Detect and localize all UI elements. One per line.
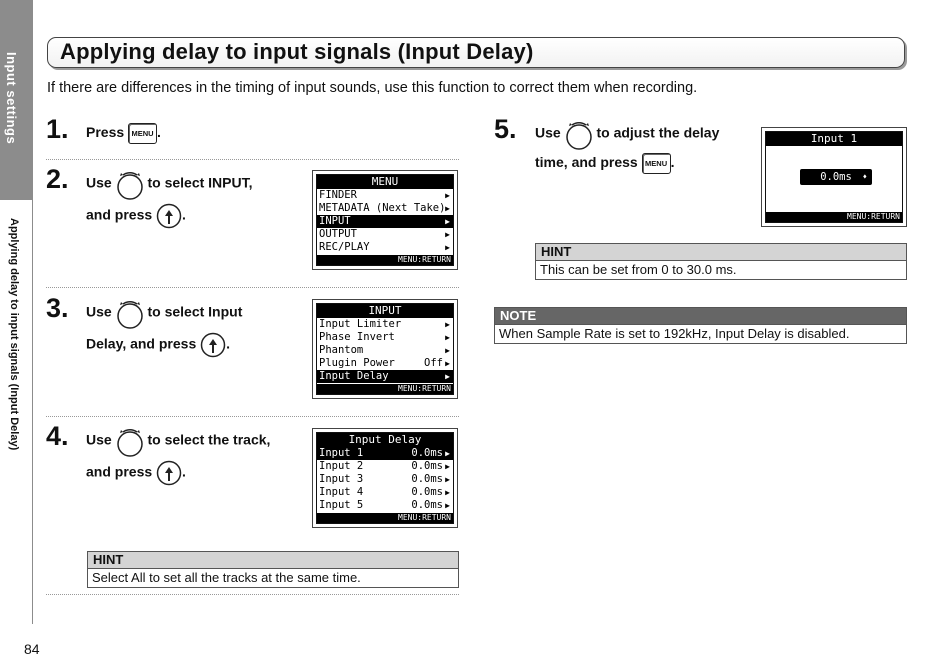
step-1-number: 1.	[46, 114, 69, 144]
delay-row	[317, 460, 453, 473]
step-5-line1	[535, 120, 719, 148]
delay-row-label: Input 5	[319, 499, 364, 511]
step-3-line1	[86, 299, 242, 327]
step-1-text	[86, 123, 161, 144]
step-3-text-c: Delay, and press	[86, 335, 197, 352]
dial-icon	[116, 427, 144, 455]
arrow-right-icon: ▶	[445, 320, 450, 329]
step-4-text-c: and press	[86, 463, 153, 480]
arrow-right-icon: ▶	[445, 333, 450, 342]
side-page-title: Applying delay to input signals (Input Delay)	[8, 218, 20, 451]
input-row-label: Input Limiter	[319, 318, 402, 330]
divider	[46, 416, 459, 417]
input-row	[317, 357, 453, 370]
menu-row-label: METADATA (Next Take)	[319, 202, 446, 214]
page-title: Applying delay to input signals (Input Delay)	[60, 39, 534, 64]
dial-icon	[565, 120, 593, 148]
note-text: When Sample Rate is set to 192kHz, Input Delay is disabled.	[494, 325, 907, 344]
arrow-right-icon: ▶	[445, 462, 450, 471]
step-2-text-d: .	[182, 206, 186, 223]
step-3-text-a: Use	[86, 303, 112, 320]
input-row	[317, 344, 453, 357]
step-3-text-d: .	[226, 335, 231, 352]
menu-row-output	[317, 228, 453, 241]
menu-row-label: OUTPUT	[319, 228, 357, 240]
screen-delay-footer: MENU:RETURN	[317, 513, 453, 523]
step-3-text-b: to select Input	[147, 303, 243, 320]
side-divider	[32, 0, 33, 624]
menu-row-recplay	[317, 241, 453, 254]
screen-input-1	[761, 127, 907, 227]
screen-delay-header: Input Delay	[317, 433, 453, 447]
step-5-text-c: time, and press	[535, 154, 638, 171]
menu-row-label: REC/PLAY	[319, 241, 370, 253]
delay-row-value: 0.0ms	[411, 499, 443, 511]
delay-row	[317, 486, 453, 499]
arrow-right-icon: ▶	[445, 204, 450, 213]
delay-row-selected	[317, 447, 453, 460]
step-1-text-b: .	[157, 124, 161, 141]
intro-text: If there are differences in the timing of input sounds, use this function to correct them when recording.	[47, 80, 698, 96]
step-2-text-b: to select INPUT,	[147, 174, 253, 191]
delay-row-value: 0.0ms	[411, 473, 443, 485]
menu-row-metadata	[317, 202, 453, 215]
input-row	[317, 318, 453, 331]
step-5-number: 5.	[494, 114, 517, 144]
step-4-text-a: Use	[86, 431, 112, 448]
dial-icon	[116, 299, 144, 327]
delay-row-label: Input 1	[319, 447, 364, 459]
note-title: NOTE	[494, 307, 907, 325]
divider	[46, 594, 459, 595]
arrow-right-icon: ▶	[445, 217, 450, 226]
input-row-label: Plugin Power	[319, 357, 395, 369]
step-2-text-a: Use	[86, 174, 112, 191]
press-dial-icon	[156, 203, 182, 229]
hint-title: HINT	[87, 551, 459, 569]
arrow-right-icon: ▶	[445, 191, 450, 200]
step-1-text-a: Press	[86, 124, 125, 141]
page-number: 84	[24, 641, 40, 657]
step-4-text-b: to select the track,	[147, 431, 271, 448]
screen-menu-footer: MENU:RETURN	[317, 255, 453, 265]
input-row-label: Input Delay	[319, 370, 389, 382]
arrow-right-icon: ▶	[445, 230, 450, 239]
step-5-text-b: to adjust the delay	[596, 124, 720, 141]
step-2-line1	[86, 170, 253, 198]
step-4-text-d: .	[182, 463, 186, 480]
dial-icon	[116, 170, 144, 198]
delay-row-value: 0.0ms	[411, 486, 443, 498]
menu-key-icon: MENU	[642, 153, 671, 174]
plugin-power-value: Off	[424, 357, 443, 369]
delay-row	[317, 473, 453, 486]
hint-title: HINT	[535, 243, 907, 261]
title-bar	[47, 37, 905, 68]
delay-row-value: 0.0ms	[411, 447, 443, 459]
step-3-line2	[86, 332, 230, 358]
screen-input-footer: MENU:RETURN	[317, 384, 453, 394]
input-row	[317, 331, 453, 344]
delay-row	[317, 499, 453, 512]
screen-input1-footer: MENU:RETURN	[766, 212, 902, 222]
press-dial-icon	[156, 460, 182, 486]
step-4-number: 4.	[46, 421, 69, 451]
menu-row-label: FINDER	[319, 189, 357, 201]
divider	[46, 287, 459, 288]
screen-input-delay	[312, 428, 458, 528]
note-box	[494, 307, 907, 344]
menu-row-label: INPUT	[319, 215, 351, 227]
step-2-line2	[86, 203, 186, 229]
delay-value-field	[800, 169, 872, 185]
screen-input	[312, 299, 458, 399]
menu-row-finder	[317, 189, 453, 202]
step-2-number: 2.	[46, 164, 69, 194]
divider	[46, 159, 459, 160]
hint-box-left	[87, 551, 459, 588]
step-3-number: 3.	[46, 293, 69, 323]
screen-input-header: INPUT	[317, 304, 453, 318]
delay-row-value: 0.0ms	[411, 460, 443, 472]
hint-box-right	[535, 243, 907, 280]
arrow-right-icon: ▶	[445, 488, 450, 497]
hint-text: This can be set from 0 to 30.0 ms.	[535, 261, 907, 280]
arrow-right-icon: ▶	[445, 243, 450, 252]
arrow-right-icon: ▶	[445, 372, 450, 381]
arrow-right-icon: ▶	[445, 475, 450, 484]
step-5-text-d: .	[670, 154, 675, 171]
delay-value: 0.0ms	[820, 171, 852, 183]
press-dial-icon	[200, 332, 226, 358]
hint-text: Select All to set all the tracks at the same time.	[87, 569, 459, 588]
menu-row-input	[317, 215, 453, 228]
delay-row-label: Input 4	[319, 486, 364, 498]
step-2-text-c: and press	[86, 206, 153, 223]
input-row-selected	[317, 370, 453, 383]
screen-menu-header: MENU	[317, 175, 453, 189]
up-down-icon: ♦	[862, 173, 867, 181]
arrow-right-icon: ▶	[445, 501, 450, 510]
screen-menu	[312, 170, 458, 270]
menu-key-icon: MENU	[128, 123, 157, 144]
delay-row-label: Input 3	[319, 473, 364, 485]
side-section-label: Input settings	[4, 52, 19, 145]
input-row-label: Phantom	[319, 344, 364, 356]
screen-input1-header: Input 1	[766, 132, 902, 146]
arrow-right-icon: ▶	[445, 359, 450, 368]
arrow-right-icon: ▶	[445, 346, 450, 355]
step-5-text-a: Use	[535, 124, 561, 141]
arrow-right-icon: ▶	[445, 449, 450, 458]
step-5-line2	[535, 153, 674, 174]
step-4-line1	[86, 427, 270, 455]
delay-row-label: Input 2	[319, 460, 364, 472]
input-row-label: Phase Invert	[319, 331, 395, 343]
step-4-line2	[86, 460, 186, 486]
